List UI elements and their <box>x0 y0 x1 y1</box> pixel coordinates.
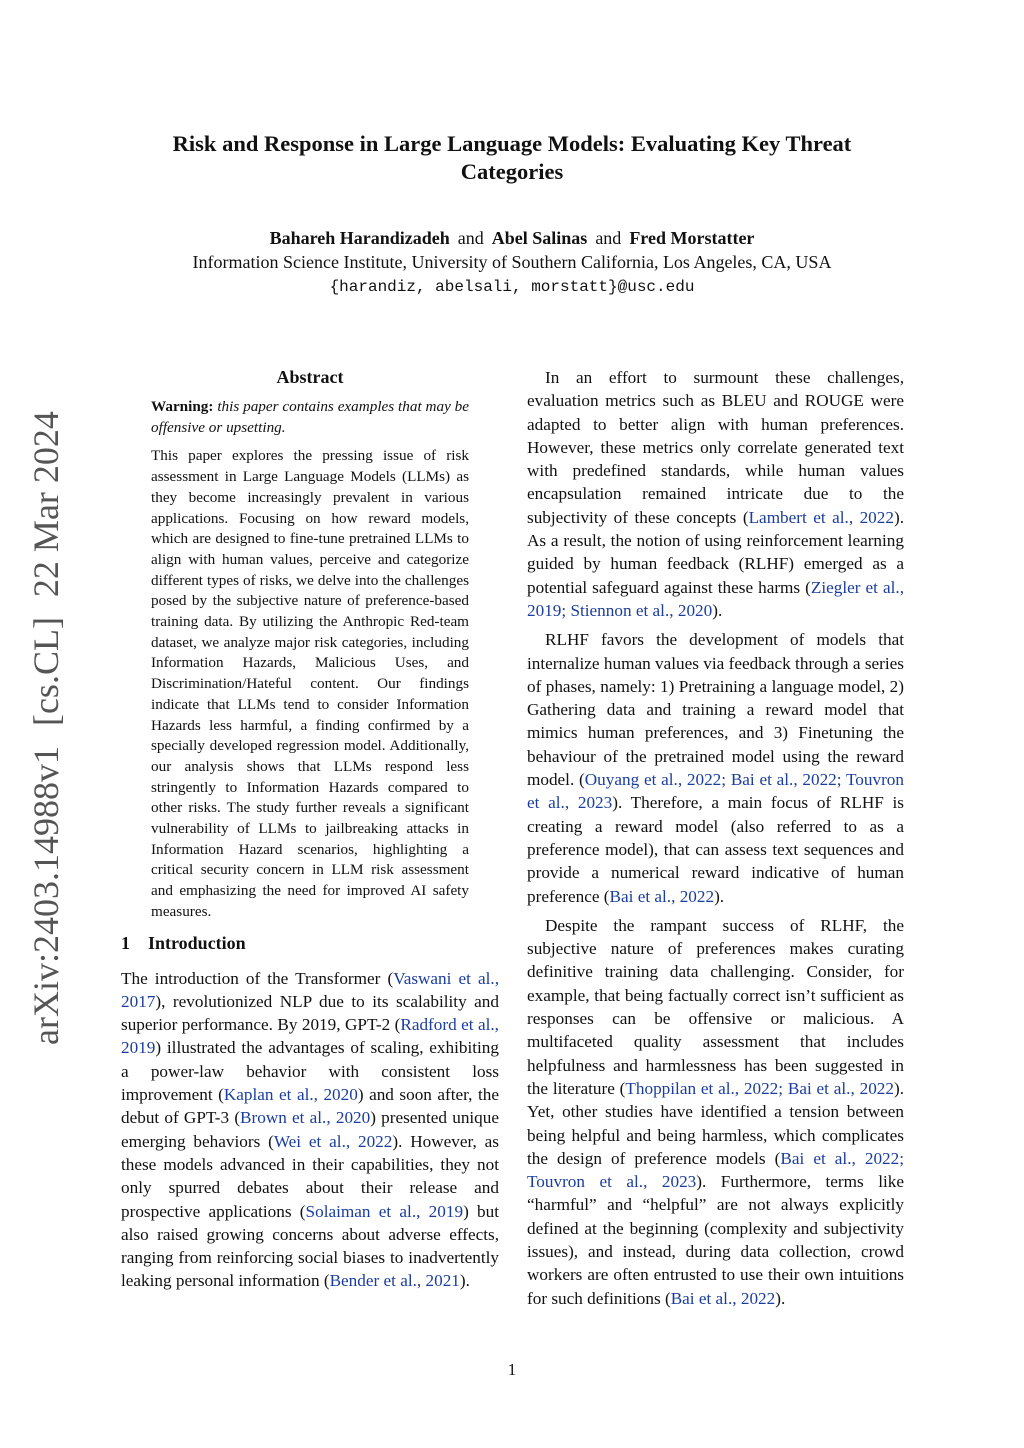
arxiv-date: 22 Mar 2024 <box>26 411 66 598</box>
citation-link[interactable]: Radford et al., 2019 <box>121 1015 499 1058</box>
intro-paragraph-4: Despite the rampant success of RLHF, the subjective nature of preferences makes curating definitive training data challenging. Consider, for example, that being factually correct isn’t sufficient as responses can be offensive or malicious. A multifaceted quality assessment that includes helpfulness and harmlessness has been suggested in the literature (Thoppilan et al., 2022; Bai et al., 2022). Yet, other studies have identified a tension between being helpful and being harmless, which complicates the design of preference models (Bai et al., 2022; Touvron et al., 2023). Furthermore, terms like “harmful” and “helpful” are not always explicitly defined at the beginning (complexity and subjectivity issues), and instead, during data collection, crowd workers are often entrusted to use their own intuitions for such definitions (Bai et al., 2022). <box>527 915 905 1308</box>
left-column <box>121 364 499 1293</box>
author-list <box>80 226 944 250</box>
author-3: Fred Morstatter <box>629 228 755 248</box>
abstract-block <box>151 397 469 923</box>
right-column <box>527 366 904 1316</box>
citation-link[interactable]: Bai et al., 2022 <box>670 1288 776 1308</box>
affiliation: Information Science Institute, University of Southern California, Los Angeles, CA, USA <box>192 252 832 272</box>
author-separator: and <box>457 228 484 248</box>
paper-title: Risk and Response in Large Language Models: Evaluating Key Threat Categories <box>172 131 852 184</box>
section-heading-introduction <box>121 931 499 955</box>
arxiv-category: [cs.CL] <box>26 617 66 727</box>
citation-link[interactable]: Thoppilan et al., 2022; Bai et al., 2022 <box>625 1078 894 1098</box>
citation-link[interactable]: Vaswani et al., 2017 <box>121 968 499 1011</box>
citation-link[interactable]: Ziegler et al., 2019; Stiennon et al., 2020 <box>527 577 905 620</box>
content-warning <box>151 397 469 438</box>
arxiv-id: arXiv:2403.14988v1 <box>26 746 66 1045</box>
arxiv-stamp <box>26 391 66 1045</box>
abstract-text: This paper explores the pressing issue of risk assessment in Large Language Models (LLMs) as they become increasingly prevalent in various applications. Focusing on how reward models, which are designed to fine-tune pretrained LLMs to align with human values, perceive and categorize different types of risks, we delve into the challenges posed by the subjective nature of preference-based training data. By utilizing the Anthropic Red-team dataset, we analyze major risk categories, including Information Hazards, Malicious Uses, and Discrimination/Hateful content. Our findings indicate that LLMs tend to consider Information Hazards less harmful, a finding confirmed by a specially developed regression model. Additionally, our analysis shows that LLMs respond less stringently to Information Hazards compared to other risks. The study further reveals a significant vulnerability of LLMs to jailbreaking attacks in Information Hazard scenarios, highlighting a critical security concern in LLM risk assessment and emphasizing the need for improved AI safety measures. <box>151 447 469 920</box>
warning-label: Warning: <box>151 398 214 415</box>
citation-link[interactable]: Wei et al., 2022 <box>273 1131 393 1151</box>
author-emails: {harandiz, abelsali, morstatt}@usc.edu <box>329 278 695 296</box>
section-number: 1 <box>121 932 130 953</box>
citation-link[interactable]: Kaplan et al., 2020 <box>223 1085 358 1105</box>
intro-paragraph-1: The introduction of the Transformer (Vaswani et al., 2017), revolutionized NLP due to its scalability and superior performance. By 2019, GPT-2 (Radford et al., 2019) illustrated the advantages of scaling, exhibiting a power-law behavior with consistent loss improvement (Kaplan et al., 2020) and soon after, the debut of GPT-3 (Brown et al., 2020) presented unique emerging behaviors (Wei et al., 2022). However, as these models advanced in their capabilities, they not only spurred debates about their release and prospective applications (Solaiman et al., 2019) but also raised growing concerns about adverse effects, ranging from reinforcing social biases to inadvertently leaking personal information (Bender et al., 2021). <box>121 968 500 1291</box>
abstract-heading: Abstract <box>276 367 344 387</box>
author-2: Abel Salinas <box>491 228 588 248</box>
intro-paragraph-2: In an effort to surmount these challenges, evaluation metrics such as BLEU and ROUGE were adapted to better align with human preferences. However, these metrics only correlate generated text with predefined standards, while human values encapsulation remained intricate due to the subjectivity of these concepts (Lambert et al., 2022). As a result, the notion of using reinforcement learning guided by human feedback (RLHF) emerged as a potential safeguard against these harms (Ziegler et al., 2019; Stiennon et al., 2020). <box>527 368 905 620</box>
citation-link[interactable]: Ouyang et al., 2022; Bai et al., 2022; Touvron et al., 2023 <box>527 770 904 813</box>
intro-paragraph-3: RLHF favors the development of models that internalize human values via feedback through a series of phases, namely: 1) Pretraining a language model, 2) Gathering data and training a reward model that mimics human preferences, and 3) Finetuning the behaviour of the pretrained model using the reward model. (Ouyang et al., 2022; Bai et al., 2022; Touvron et al., 2023). Therefore, a main focus of RLHF is creating a reward model (also referred to as a preference model), that can assess text sequences and provide a numerical reward indicative of human preference (Bai et al., 2022). <box>527 630 904 906</box>
citation-link[interactable]: Solaiman et al., 2019 <box>305 1201 464 1221</box>
citation-link[interactable]: Bender et al., 2021 <box>329 1271 460 1291</box>
author-1: Bahareh Harandizadeh <box>269 228 450 248</box>
citation-link[interactable]: Brown et al., 2020 <box>240 1108 371 1128</box>
citation-link[interactable]: Bai et al., 2022; Touvron et al., 2023 <box>527 1148 904 1192</box>
section-title: Introduction <box>148 932 246 953</box>
author-separator: and <box>595 228 622 248</box>
citation-link[interactable]: Lambert et al., 2022 <box>748 507 894 527</box>
page-number: 1 <box>507 1360 517 1379</box>
warning-text: this paper contains examples that may be offensive or upsetting. <box>151 398 470 436</box>
citation-link[interactable]: Bai et al., 2022 <box>609 886 715 906</box>
